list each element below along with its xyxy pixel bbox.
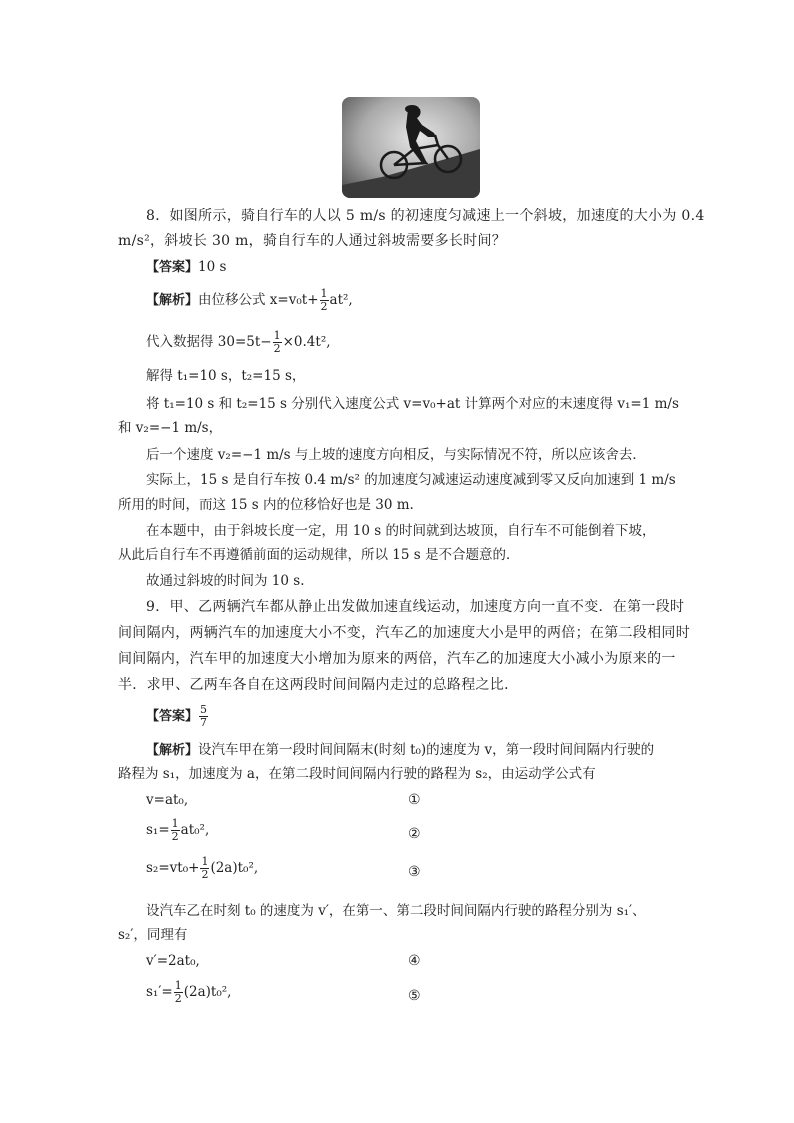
- q8-explain-line2: 所用的时间，而这 15 s 内的位移恰好也是 30 m.: [118, 497, 414, 513]
- q8-answer: [146, 257, 226, 278]
- equation-3: s₂=vt₀+ $\frac{1}{2}$ (2a)t₀²,: [146, 855, 259, 881]
- answer-tag: 【答案】: [146, 709, 199, 724]
- equation-1-marker: ①: [408, 792, 421, 808]
- equation-4: v′=2at₀,: [146, 953, 200, 969]
- fraction: $\frac{1}{2}$: [174, 979, 182, 1005]
- fraction: $\frac{1}{2}$: [273, 329, 281, 355]
- cyclist-silhouette-icon: [342, 97, 480, 198]
- equation-5: s₁′= $\frac{1}{2}$ (2a)t₀²,: [146, 979, 232, 1005]
- equation-3-marker: ③: [408, 864, 421, 880]
- cyclist-photo: [342, 97, 480, 198]
- q9-analysis-line4: s₂′，同理有: [118, 927, 188, 943]
- q9-answer: [146, 704, 209, 729]
- equation-2-marker: ②: [408, 826, 421, 842]
- q8-context-line2: 从此后自行车不再遵循前面的运动规律，所以 15 s 是不合题意的．: [118, 547, 520, 563]
- q8-reject-line: 后一个速度 v₂=−1 m/s 与上坡的速度方向相反，与实际情况不符，所以应该舍去．: [146, 447, 646, 463]
- q9-analysis-line1: 【解析】设汽车甲在第一段时间间隔末(时刻 t₀)的速度为 v，第一段时间间隔内行驶的: [146, 742, 655, 758]
- answer-fraction: $\frac{5}{7}$: [200, 703, 208, 729]
- q8-substitution: 代入数据得 30=5t− $\frac{1}{2}$ ×0.4t²,: [146, 329, 331, 355]
- q9-analysis-line3: 设汽车乙在时刻 t₀ 的速度为 v′，在第一、第二段时间间隔内行驶的路程分别为 s₁′、: [146, 903, 646, 919]
- equation-5-marker: ⑤: [408, 988, 421, 1004]
- q8-line1: 8．如图所示，骑自行车的人以 5 m/s 的初速度匀减速上一个斜坡，加速度的大小为 0.4: [146, 208, 705, 224]
- q8-analysis-formula: 【解析】由位移公式 x=v₀t+ $\frac{1}{2}$ at²,: [146, 287, 353, 313]
- q9-line2: 间间隔内，两辆汽车的加速度大小不变，汽车乙的加速度大小是甲的两倍；在第二段相同时: [118, 625, 690, 641]
- q9-line4: 半．求甲、乙两车各自在这两段时间间隔内走过的总路程之比．: [118, 677, 519, 693]
- answer-tag: 【答案】: [146, 260, 199, 275]
- q8-answer-value: 10 s: [198, 259, 227, 275]
- equation-4-marker: ④: [408, 953, 421, 969]
- q8-conclusion: 故通过斜坡的时间为 10 s.: [146, 573, 305, 589]
- q8-velocity-line2: 和 v₂=−1 m/s，: [118, 420, 223, 436]
- equation-2: s₁= $\frac{1}{2}$ at₀²,: [146, 817, 210, 843]
- analysis-tag: 【解析】: [146, 293, 199, 308]
- q8-line2: m/s²，斜坡长 30 m，骑自行车的人通过斜坡需要多长时间？: [118, 233, 507, 249]
- q9-line3: 间间隔内，汽车甲的加速度大小增加为原来的两倍，汽车乙的加速度大小减小为原来的一: [118, 651, 676, 667]
- q8-context-line1: 在本题中，由于斜坡长度一定，用 10 s 的时间就到达坡顶，自行车不可能倒着下坡，: [146, 523, 656, 539]
- q8-velocity-line1: 将 t₁=10 s 和 t₂=15 s 分别代入速度公式 v=v₀+at 计算两个对应的末速度得 v₁=1 m/s: [146, 396, 679, 412]
- q8-explain-line1: 实际上，15 s 是自行车按 0.4 m/s² 的加速度匀减速运动速度减到零又反向加速到 1 m/s: [146, 472, 676, 488]
- fraction: $\frac{1}{2}$: [171, 817, 179, 843]
- q9-line1: 9．甲、乙两辆汽车都从静止出发做加速直线运动，加速度方向一直不变．在第一段时: [146, 599, 685, 615]
- equation-1: v=at₀,: [146, 792, 189, 808]
- q8-solution: 解得 t₁=10 s，t₂=15 s，: [146, 368, 306, 384]
- fraction: $\frac{1}{2}$: [201, 855, 209, 881]
- analysis-tag: 【解析】: [146, 743, 199, 758]
- q9-analysis-line2: 路程为 s₁，加速度为 a，在第二段时间间隔内行驶的路程为 s₂，由运动学公式有: [118, 766, 596, 782]
- fraction: $\frac{1}{2}$: [320, 287, 328, 313]
